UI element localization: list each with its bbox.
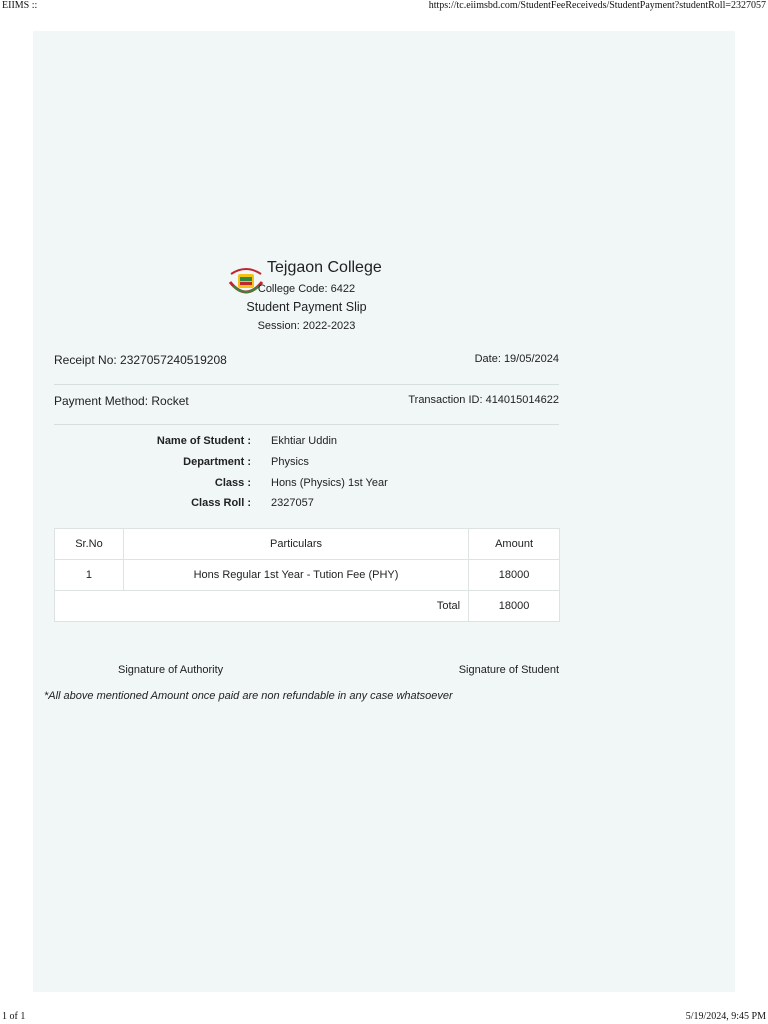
student-name-label: Name of Student : <box>156 435 251 447</box>
fees-table <box>54 528 560 622</box>
session: Session: 2022-2023 <box>257 320 356 332</box>
divider <box>54 424 559 425</box>
row-amount: 18000 <box>469 560 560 591</box>
table-header-row <box>55 529 560 560</box>
row-particular: Hons Regular 1st Year - Tution Fee (PHY) <box>123 560 468 591</box>
department-value: Physics <box>271 456 309 468</box>
refund-note: *All above mentioned Amount once paid are non refundable in any case whatsoever <box>44 690 453 702</box>
college-name: Tejgaon College <box>267 259 382 276</box>
signature-student: Signature of Student <box>458 664 559 676</box>
print-url: https://tc.eiimsbd.com/StudentFeeReceiveds/StudentPayment?studentRoll=2327057 <box>428 0 766 11</box>
print-header <box>0 0 768 12</box>
row-sr-no: 1 <box>55 560 124 591</box>
receipt-number: Receipt No: 2327057240519208 <box>54 353 227 367</box>
student-name: Ekhtiar Uddin <box>271 435 338 447</box>
total-row <box>55 591 560 622</box>
table-row <box>55 560 560 591</box>
column-header-amount: Amount <box>469 529 560 560</box>
class-label: Class : <box>214 477 251 489</box>
payment-method: Payment Method: Rocket <box>54 394 189 408</box>
receipt-date: Date: 19/05/2024 <box>474 353 559 365</box>
total-amount: 18000 <box>469 591 560 622</box>
print-footer <box>0 1010 768 1024</box>
class-value: Hons (Physics) 1st Year <box>271 477 388 489</box>
slip-page <box>33 31 735 992</box>
print-page-title: EIIMS :: <box>2 0 38 11</box>
transaction-id: Transaction ID: 414015014622 <box>408 394 559 406</box>
department-label: Department : <box>183 456 251 468</box>
column-header-sr-no: Sr.No <box>55 529 124 560</box>
column-header-particulars: Particulars <box>123 529 468 560</box>
slip-title: Student Payment Slip <box>246 300 367 314</box>
class-roll-value: 2327057 <box>271 497 314 509</box>
class-roll-label: Class Roll : <box>191 497 251 509</box>
divider <box>54 384 559 385</box>
print-datetime: 5/19/2024, 9:45 PM <box>685 1011 766 1022</box>
college-code: College Code: 6422 <box>257 283 356 295</box>
print-page-number: 1 of 1 <box>2 1011 26 1022</box>
total-label: Total <box>55 591 469 622</box>
signature-authority: Signature of Authority <box>118 664 224 676</box>
